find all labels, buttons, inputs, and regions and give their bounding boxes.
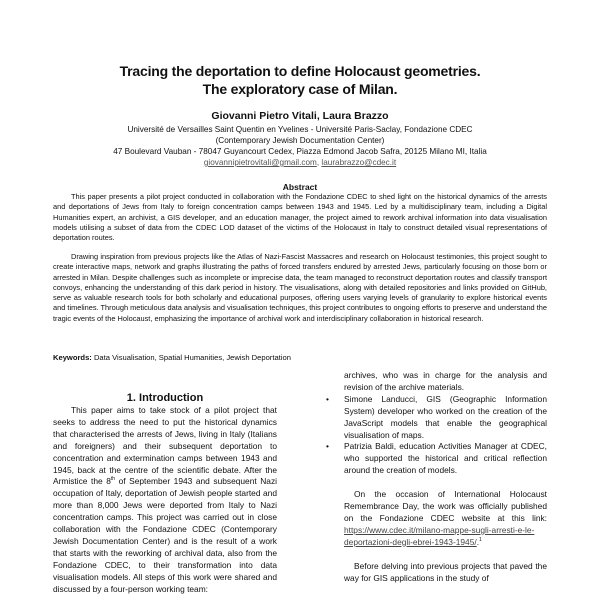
keywords-label: Keywords: [53, 353, 92, 362]
section-heading-introduction: 1. Introduction [126, 392, 204, 404]
affiliation-line-2: (Contemporary Jewish Documentation Center) [215, 136, 385, 145]
address: 47 Boulevard Vauban - 78047 Guyancourt Cedex, Piazza Edmond Jacob Safra, 20125 Milano MI, Italia [113, 147, 487, 156]
before-delving-paragraph: Before delving into previous projects that paved the way for GIS applications in the study of [344, 560, 547, 583]
bullet-icon: • [326, 441, 329, 452]
intro-text-a: This paper aims to take stock of a pilot project that seeks to address the need to put the historical dynamics that characterised the arrests of Jews, living in Italy (Italians and foreigners) and their subsequent deportation to concentration and extermination camps between 1943 and 1945, back at the centre of the scientific debate. After the Armistice the 8 [53, 405, 277, 487]
abstract-heading: Abstract [282, 182, 318, 192]
bullet-icon: • [326, 393, 329, 404]
right-column [326, 370, 547, 585]
list-item [326, 441, 547, 477]
email-link-vitali[interactable]: giovannipietrovitali@gmail.com [203, 158, 317, 167]
intro-paragraph [53, 405, 277, 596]
link-period: . [476, 536, 480, 547]
list-item-text: Simone Landucci, GIS (Geographic Information System) developer who worked on the creation of the JavaScript models that enable the geographical visualisation of maps. [344, 393, 547, 440]
team-list [326, 393, 547, 477]
intro-text-b: of September 1943 and subsequent Nazi occupation of Italy, deportation of Jewish people started and more than 8,000 Jews were deported from Italy to Nazi concentration camps. This project was carried out in close collaboration with the Fondazione CDEC (Contemporary Jewish Documentation Center) and is the result of a work that starts with the reworking of archival data, also from the Fondazione CDEC, to their transformation into data visualisation models. All steps of this work were shared and discussed by a four-person working team: [53, 476, 278, 594]
authors: Giovanni Pietro Vitali, Laura Brazzo [211, 110, 389, 122]
affiliation [0, 124, 600, 157]
title-line-2: The exploratory case of Milan. [202, 81, 398, 97]
paper-title [0, 62, 600, 98]
author-emails [0, 157, 600, 168]
title-line-1: Tracing the deportation to define Holocaust geometries. [119, 63, 481, 79]
ordinal-suffix: th [110, 476, 116, 483]
publication-text: On the occasion of International Holocaust Remembrance Day, the work was officially published on the Fondazione CDEC website at this link: [344, 489, 547, 523]
abstract-paragraph-1: This paper presents a pilot project conducted in collaboration with the Fondazione CDEC to shed light on the historical dynamics of the arrests and deportations of Jews from Italy to foreign concentration camps between 1943 and 1945. Led by a multidisciplinary team, including a Digital Humanities expert, an archivist, a GIS developer, and an education manager, the project aimed to rework archival information into data visualisation models utilising a subset of data from the CDEC LOD dataset of the victims of the Holocaust in Italy to construct detailed visual representations of deportation routes. [53, 192, 547, 243]
abstract-paragraph-2: Drawing inspiration from previous projects like the Atlas of Nazi-Fascist Massacres and research on Holocaust testimonies, this project sought to create interactive maps, network and graphs illustrating the paths of forced transfers endured by arrested Jews, particularly focusing on those born or arrested in Milan. Despite challenges such as incomplete or imprecise data, the team managed to reconstruct deportation routes and classify transport convoys, enhancing the understanding of this dark period in history. The visualisations, along with detailed repositories and links provided on GitHub, serve as valuable research tools for both scholarly and educational purposes, offering users varying levels of granularity to explore historical events and timelines. Through meticulous data analysis and visualisation techniques, this project contributes to ongoing efforts to preserve and understand the tragic events of the Holocaust, emphasizing the importance of archival work and interdisciplinary collaboration in historical research. [53, 252, 547, 323]
keywords [53, 353, 291, 363]
list-item [326, 393, 547, 442]
keywords-value: Data Visualisation, Spatial Humanities, Jewish Deportation [91, 353, 291, 362]
continued-bullet-text: archives, who was in charge for the analysis and revision of the archive materials. [344, 370, 547, 392]
publication-paragraph [344, 489, 547, 549]
list-item-text: Patrizia Baldi, education Activities Manager at CDEC, who supported the historical and critical reflection around the creation of models. [344, 441, 547, 476]
email-link-brazzo[interactable]: laurabrazzo@cdec.it [321, 158, 397, 167]
email-separator: , [316, 158, 322, 167]
cdec-link[interactable]: https://www.cdec.it/milano-mappe-sugli-arresti-e-le-deportazioni-degli-ebrei-1943-1945/ [344, 524, 535, 547]
left-column [53, 405, 277, 596]
footnote-marker[interactable]: 1 [479, 536, 482, 543]
affiliation-line-1: Université de Versailles Saint Quentin en Yvelines - Université Paris-Saclay, Fondazione CDEC [127, 125, 473, 134]
